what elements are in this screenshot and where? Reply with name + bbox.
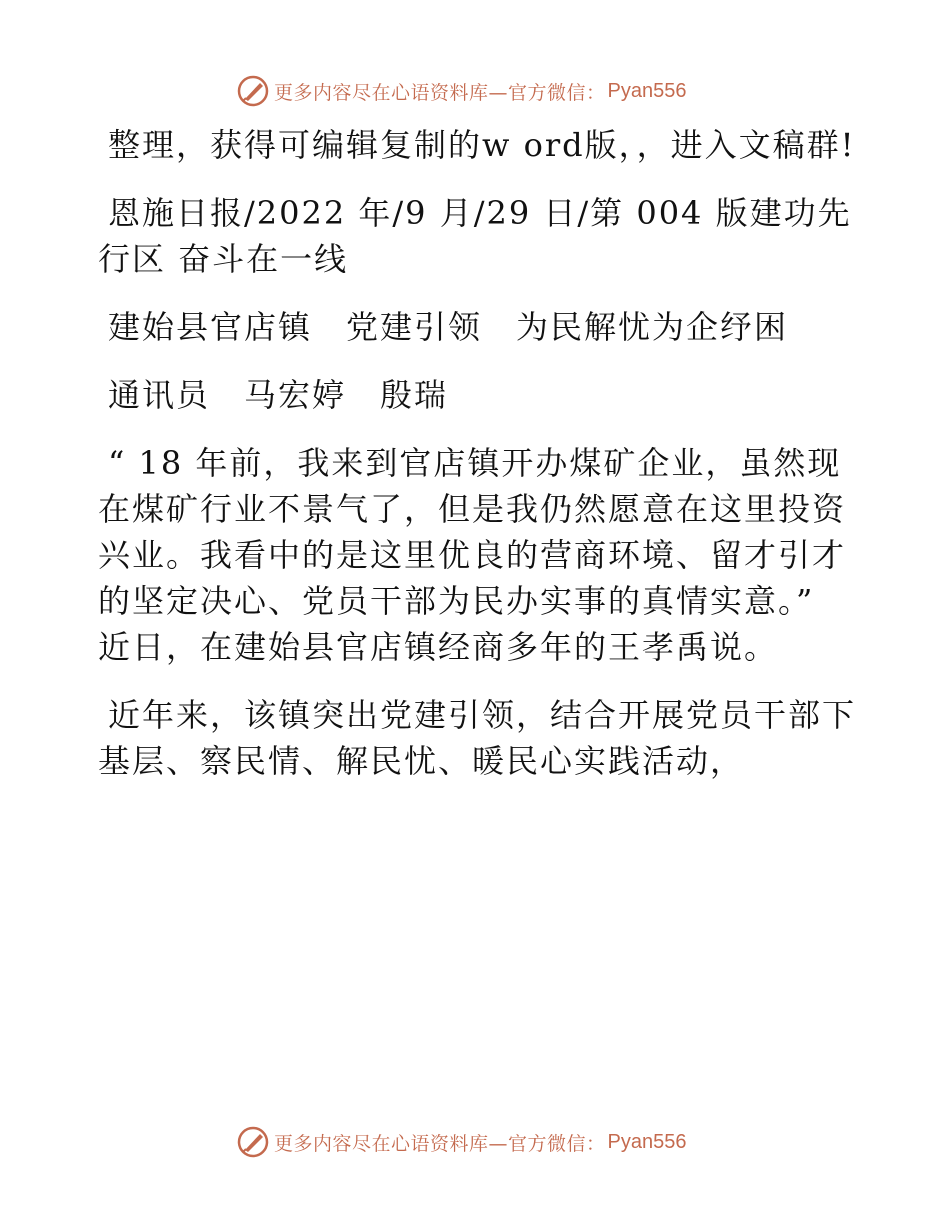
watermark-wechat-id: Pyan556 [607,1130,687,1153]
watermark-text: 更多内容尽在心语资料库—官方微信： [274,1132,606,1155]
paragraph-intro: 整理，获得可编辑复制的w ord版，，进入文稿群! [108,126,856,164]
paragraph-quote: “ 18 年前，我来到官店镇开办煤矿企业，虽然现在煤矿行业不景气了，但是我仍然愿意在这里投资兴业。我看中的是这里优良的营商环境、留才引才的坚定决心、党员干部为民办实事的真情实意。” 近日，在建始县官店镇经商多年的王孝禹说。 [98,444,847,666]
paragraph-source: 恩施日报/2022 年/9 月/29 日/第 004 版建功先行区 奋斗在一线 [98,194,852,278]
header-watermark [236,74,686,108]
footer-watermark [236,1125,686,1159]
article-byline: 通讯员 马宏婷 殷瑞 [108,376,449,414]
quill-logo-icon [236,1125,270,1159]
article-headline: 建始县官店镇 党建引领 为民解忧为企纾困 [108,308,789,346]
watermark-text: 更多内容尽在心语资料库—官方微信： [274,81,606,104]
quill-logo-icon [236,74,270,108]
watermark-wechat-id: Pyan556 [607,79,687,102]
paragraph-body: 近年来，该镇突出党建引领，结合开展党员干部下基层、察民情、解民忧、暖民心实践活动， [98,696,857,780]
document-body [98,122,858,784]
